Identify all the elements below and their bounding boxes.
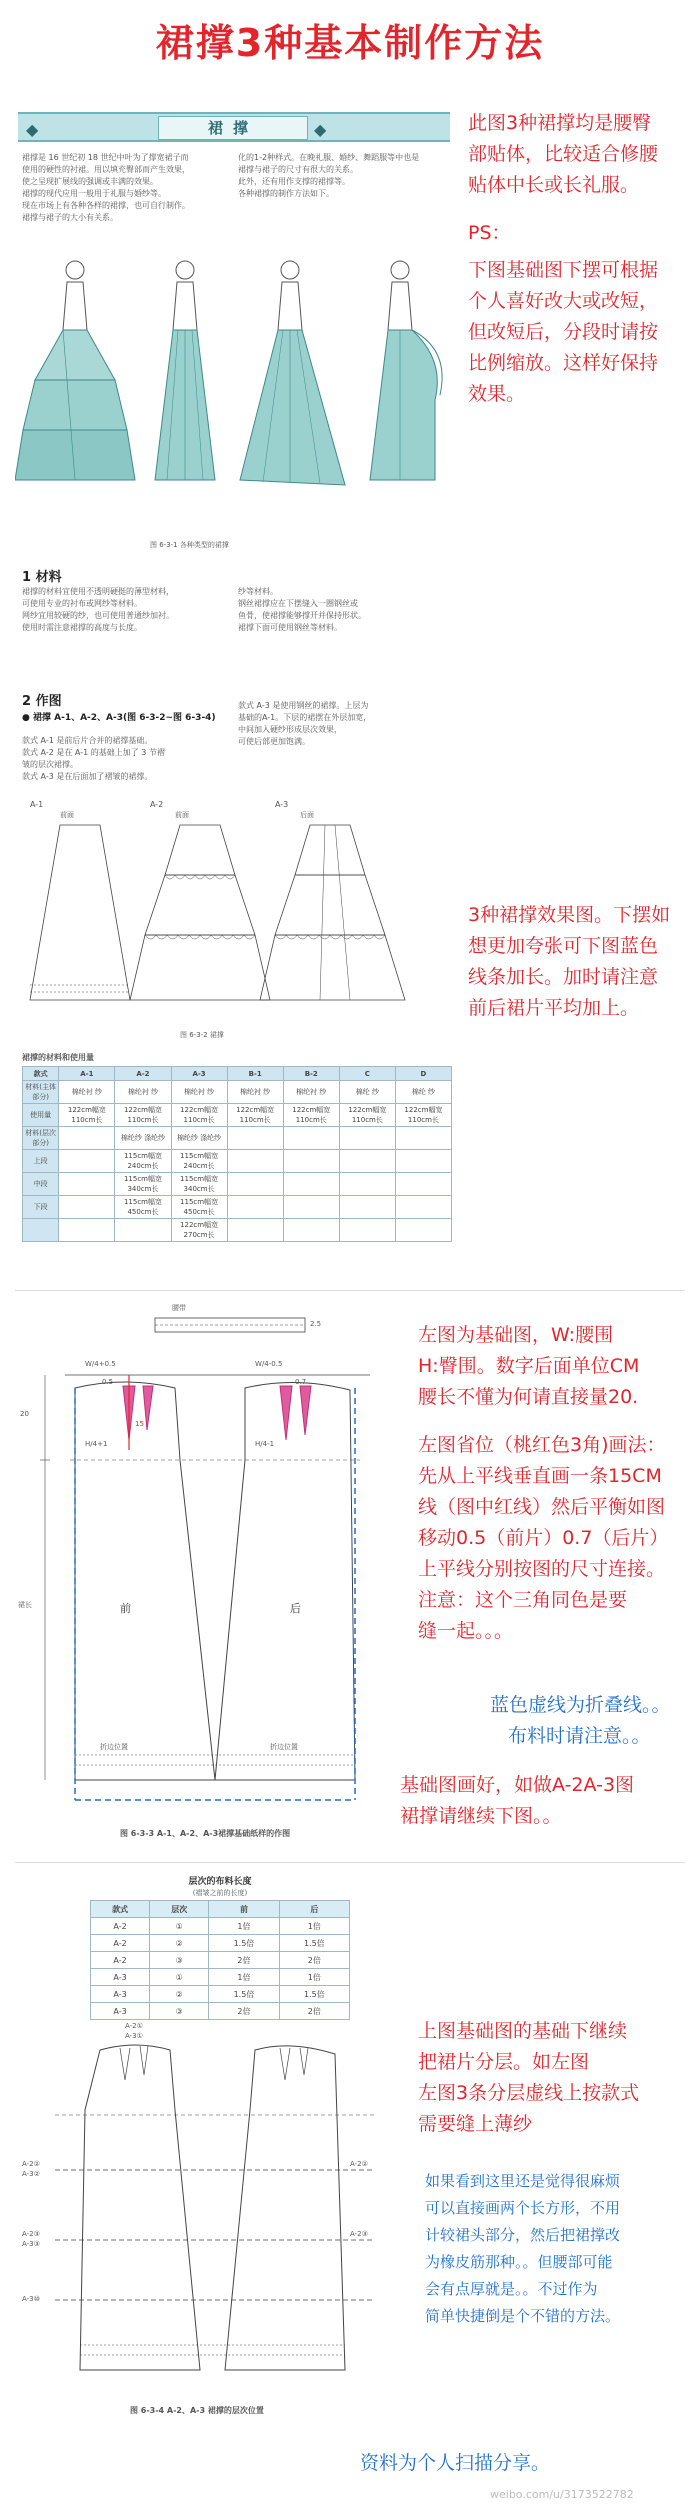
layer-label: A-3① [125, 2032, 143, 2040]
table-cell: 1倍 [279, 1969, 349, 1986]
text-line: 鱼骨，使裙撑能够撑开并保持形状。 [238, 611, 366, 620]
table-cell: 115cm幅宽 450cm长 [171, 1196, 227, 1219]
table-cell: A-2 [91, 1918, 150, 1935]
table-cell [59, 1196, 115, 1219]
table-cell: 2倍 [209, 1952, 279, 1969]
fig-label: A-3 [275, 800, 289, 809]
front-label: 前 [120, 1602, 131, 1615]
table-row [23, 1196, 452, 1219]
table-cell [283, 1150, 339, 1173]
fig-label: A-1 [30, 800, 44, 809]
note-line: 布料时请注意。。 [508, 1725, 651, 1747]
note-line: 但改短后，分段时请按 [468, 321, 659, 343]
layer-label: A-3② [22, 2170, 40, 2178]
table-cell [227, 1196, 283, 1219]
table-cell: A-3 [91, 1969, 150, 1986]
length-table-subtitle: (褶皱之前的长度) [192, 1889, 248, 1897]
book-header-label: 裙撑 [158, 116, 308, 140]
materials-text-left [22, 586, 227, 634]
table-cell: ① [150, 1969, 209, 1986]
diamond-icon: ◆ [314, 120, 327, 139]
table-header: B-1 [227, 1067, 283, 1081]
note-line: 前后裙片平均加上。 [468, 997, 640, 1019]
text-line: 使之呈现扩展线的强调或丰满的效果。 [22, 177, 158, 186]
table-cell: ① [150, 1918, 209, 1935]
table-cell: 1.5倍 [209, 1935, 279, 1952]
book-section-header [18, 112, 450, 142]
table-header-row [23, 1067, 452, 1081]
table-cell: 材料(主体部分) [23, 1081, 59, 1104]
table-cell: A-3 [91, 2003, 150, 2020]
layer-label: A-2① [125, 2022, 143, 2030]
footer-credit: 资料为个人扫描分享。 [360, 2452, 551, 2474]
materials-text-right [238, 586, 453, 634]
back-label: 后 [290, 1602, 301, 1615]
table-cell [395, 1196, 451, 1219]
note-effect-figures [468, 900, 693, 1024]
note-layering [418, 2016, 698, 2140]
text-line: 现在市场上有各种各样的裙撑，也可自行制作。 [22, 201, 190, 210]
table-header-row [91, 1901, 350, 1918]
note-line: 个人喜好改大或改短， [468, 290, 659, 312]
drafting-subtitle: ● 裙撑 A-1、A-2、A-3(图 6-3-2~图 6-3-4) [22, 713, 216, 723]
materials-table [22, 1066, 452, 1242]
table-cell: 122cm幅宽 270cm长 [171, 1219, 227, 1242]
text-line: 可使后部更加饱满。 [238, 737, 310, 746]
note-fold-line [490, 1690, 695, 1752]
note-ps-label: PS： [468, 222, 511, 244]
table-cell [339, 1127, 395, 1150]
table-row [91, 1986, 350, 2003]
note-line: 注意：这个三角同色是要 [418, 1589, 628, 1611]
figure-caption: 图 6-3-4 A-2、A-3 裙撑的层次位置 [130, 2406, 264, 2415]
table-cell [395, 1173, 451, 1196]
table-row [91, 1952, 350, 1969]
figure-caption: 图 6-3-2 裙撑 [180, 1031, 224, 1039]
formula-label: W/4+0.5 [85, 1360, 116, 1368]
dim-label: 0.5 [102, 1378, 114, 1386]
book-intro-left [22, 152, 227, 224]
table-cell: 棉纶衬 纱 [171, 1081, 227, 1104]
table-row [23, 1219, 452, 1242]
layer-label: A-3③ [22, 2240, 40, 2248]
text-line: 中间加入硬纱形成层次效果， [238, 725, 342, 734]
table-header: A-2 [115, 1067, 171, 1081]
table-cell: 1倍 [209, 1918, 279, 1935]
note-hem-adjustment [468, 255, 693, 410]
note-line: 左图省位（桃红色3角)画法： [418, 1434, 666, 1456]
table-cell [227, 1150, 283, 1173]
note-line: 线（图中红线）然后平衡如图 [418, 1496, 666, 1518]
layered-pattern-diagram [15, 2040, 410, 2400]
table-header: A-1 [59, 1067, 115, 1081]
table-row [91, 1918, 350, 1935]
table-cell: 棉纶 纱 [339, 1081, 395, 1104]
table-cell: 122cm幅宽 110cm长 [115, 1104, 171, 1127]
base-pattern-diagram [15, 1300, 405, 1840]
table-cell [59, 1127, 115, 1150]
watermark: weibo.com/u/3173522782 [490, 2488, 634, 2501]
table-cell [339, 1150, 395, 1173]
table-cell: 材料(层次部分) [23, 1127, 59, 1150]
note-line: 为橡皮筋那种。。但腰部可能 [425, 2253, 613, 2271]
text-line: 裙撑下面可使用钢丝等材料。 [238, 623, 342, 632]
note-line: 先从上平线垂直画一条15CM [418, 1465, 662, 1487]
table-cell [227, 1127, 283, 1150]
fold-label: 折边位置 [100, 1743, 128, 1751]
table-cell: A-3 [91, 1986, 150, 2003]
text-line: 皱的层次裙撑。 [22, 760, 78, 769]
note-line: 线条加长。加时请注意 [468, 966, 659, 988]
table-cell: 中段 [23, 1173, 59, 1196]
note-line: 如果看到这里还是觉得很麻烦 [425, 2172, 621, 2190]
table-cell: 115cm幅宽 340cm长 [115, 1173, 171, 1196]
note-line: 计较裙头部分，然后把裙撑改 [425, 2226, 621, 2244]
table-cell: A-2 [91, 1952, 150, 1969]
figure-caption: 图 6-3-3 A-1、A-2、A-3裙撑基础纸样的作图 [120, 1829, 291, 1838]
text-line: 使用的硬性的衬裙。用以填充臀部而产生效果， [22, 165, 190, 174]
note-line: 简单快捷倒是个不错的方法。 [425, 2307, 621, 2325]
divider [15, 1862, 685, 1863]
table-header: 层次 [150, 1901, 209, 1918]
table-header: B-2 [283, 1067, 339, 1081]
note-line: 需要缝上薄纱 [418, 2113, 533, 2135]
table-header: 后 [279, 1901, 349, 1918]
text-line: 使用时需注意裙撑的高度与长度。 [22, 623, 142, 632]
note-line: 贴体中长或长礼服。 [468, 174, 640, 196]
table-cell: 122cm幅宽 110cm长 [227, 1104, 283, 1127]
figure-tiered-crinoline [15, 261, 135, 480]
table-cell: 2倍 [279, 2003, 349, 2020]
table-cell [283, 1196, 339, 1219]
table-cell [339, 1173, 395, 1196]
table-cell: 棉纶纱 涤纶纱 [115, 1127, 171, 1150]
table-cell: 棉纶纱 涤纶纱 [171, 1127, 227, 1150]
figure-bustle-crinoline [370, 261, 442, 480]
table-cell: 1.5倍 [279, 1935, 349, 1952]
table-header: A-3 [171, 1067, 227, 1081]
text-line: 此外，还有用作支撑的裙撑等。 [238, 177, 350, 186]
table-cell: 使用量 [23, 1104, 59, 1127]
skirt-styles-diagram [20, 820, 450, 1020]
text-line: 各种裙撑的制作方法如下。 [238, 189, 334, 198]
formula-label: W/4-0.5 [255, 1360, 283, 1368]
table-cell [115, 1219, 171, 1242]
layer-label: A-3⑩ [22, 2295, 40, 2303]
layer-length-table [90, 1900, 350, 2020]
table-cell: 1.5倍 [279, 1986, 349, 2003]
text-line: 款式 A-3 是使用钢丝的裙撑。上层为 [238, 701, 369, 710]
note-line: 上平线分别按图的尺寸连接。 [418, 1558, 666, 1580]
table-header: D [395, 1067, 451, 1081]
table-cell: 122cm幅宽 110cm长 [395, 1104, 451, 1127]
table-cell: 122cm幅宽 110cm长 [339, 1104, 395, 1127]
note-line: 可以直接画两个长方形，不用 [425, 2199, 621, 2217]
section-drafting-title: 2 作图 [22, 694, 62, 709]
formula-label: H/4+1 [85, 1440, 108, 1448]
text-line: 基础的A-1。下层的裙摆在外层加宽， [238, 713, 372, 722]
divider [15, 1290, 685, 1291]
table-cell [395, 1219, 451, 1242]
note-base-pattern [418, 1320, 698, 1413]
page-title: 裙撑3种基本制作方法 [155, 21, 545, 65]
layer-label: A-2② [22, 2160, 40, 2168]
layer-label: A-2③ [22, 2230, 40, 2238]
note-line: 蓝色虚线为折叠线。。 [490, 1694, 671, 1716]
note-line: 效果。 [468, 383, 526, 405]
table-row [23, 1150, 452, 1173]
table-cell [283, 1219, 339, 1242]
note-line: 下图基础图下摆可根据 [468, 259, 659, 281]
note-line: 腰长不懂为何请直接量20. [418, 1386, 639, 1408]
table-cell: 棉纶衬 纱 [59, 1081, 115, 1104]
table-cell [23, 1219, 59, 1242]
layer-label: A-2③ [350, 2230, 368, 2238]
dim-label: 裙长 [18, 1601, 32, 1609]
waistband-label: 腰带 [172, 1304, 186, 1312]
view-label: 后面 [300, 811, 314, 819]
table-cell: 棉纶衬 纱 [115, 1081, 171, 1104]
table-cell: 棉纶 纱 [395, 1081, 451, 1104]
table-header: C [339, 1067, 395, 1081]
fold-label: 折边位置 [270, 1743, 298, 1751]
note-line: 裙撑请继续下图。。 [400, 1805, 562, 1827]
table-cell [339, 1219, 395, 1242]
table-cell: 棉纶衬 纱 [227, 1081, 283, 1104]
text-line: 可使用专业的衬布或网纱等材料。 [22, 599, 142, 608]
table-cell: 2倍 [209, 2003, 279, 2020]
dim-label: 15 [135, 1420, 144, 1428]
note-line: 缝一起。。。 [418, 1620, 514, 1642]
table-header: 前 [209, 1901, 279, 1918]
text-line: 款式 A-2 是在 A-1 的基础上加了 3 节褶 [22, 748, 165, 757]
note-line: 把裙片分层。如左图 [418, 2051, 590, 2073]
table-cell: 1倍 [209, 1969, 279, 1986]
table-row [91, 2003, 350, 2020]
table-cell: 1.5倍 [209, 1986, 279, 2003]
text-line: 裙撑与裙子的大小有关系。 [22, 213, 118, 222]
table-cell [59, 1173, 115, 1196]
note-line: 基础图画好，如做A-2A-3图 [400, 1774, 635, 1796]
table-cell: 棉纶衬 纱 [283, 1081, 339, 1104]
fig-label: A-2 [150, 800, 164, 809]
table-cell [395, 1150, 451, 1173]
note-dart-method [418, 1430, 698, 1647]
drafting-text-right [238, 700, 453, 748]
table-cell: 115cm幅宽 240cm长 [115, 1150, 171, 1173]
table-cell [283, 1127, 339, 1150]
table-cell: ② [150, 1935, 209, 1952]
table-cell: 115cm幅宽 450cm长 [115, 1196, 171, 1219]
text-line: 款式 A-3 是在后面加了褶皱的裙撑。 [22, 772, 153, 781]
note-line: 部贴体，比较适合修腰 [468, 143, 659, 165]
text-line: 款式 A-1 是前后片合并的裙撑基础。 [22, 736, 153, 745]
table-cell [395, 1127, 451, 1150]
table-cell: 上段 [23, 1150, 59, 1173]
note-line: 想更加夸张可下图蓝色 [468, 935, 659, 957]
table-cell: 122cm幅宽 110cm长 [283, 1104, 339, 1127]
note-line: 会有点厚就是。。不过作为 [425, 2280, 598, 2298]
text-line: 裙撑的现代应用一般用于礼服与婚纱等。 [22, 189, 166, 198]
table-row [23, 1173, 452, 1196]
dim-label: 20 [20, 1410, 29, 1418]
text-line: 裙撑是 16 世纪初 18 世纪中叶为了撑宽裙子而 [22, 153, 189, 162]
length-table-title: 层次的布料长度 [188, 1877, 252, 1887]
dim-label: 0.7 [295, 1378, 307, 1386]
table-cell [59, 1219, 115, 1242]
table-header: 款式 [91, 1901, 150, 1918]
text-line: 网纱宜用较硬的纱，也可使用普通纱加衬。 [22, 611, 174, 620]
table-cell: 2倍 [279, 1952, 349, 1969]
text-line: 化的1-2种样式。在晚礼服、婚纱、舞蹈服等中也是 [238, 153, 420, 162]
note-line: 左图为基础图，W:腰围 [418, 1324, 614, 1346]
table-cell [339, 1196, 395, 1219]
formula-label: H/4-1 [255, 1440, 275, 1448]
table-cell [59, 1150, 115, 1173]
table-cell: ③ [150, 1952, 209, 1969]
layer-label: A-2② [350, 2160, 368, 2168]
crinoline-illustrations [15, 230, 455, 530]
table-cell: A-2 [91, 1935, 150, 1952]
materials-table-title: 裙撑的材料和使用量 [22, 1053, 94, 1062]
note-fit-description [468, 108, 693, 201]
table-cell [283, 1173, 339, 1196]
table-cell: 1倍 [279, 1918, 349, 1935]
drafting-text-left [22, 735, 227, 783]
note-line: 移动0.5（前片）0.7（后片） [418, 1527, 669, 1549]
section-materials-title: 1 材料 [22, 570, 62, 585]
text-line: 钢丝裙撑应在下摆缝入一圈钢丝或 [238, 599, 358, 608]
note-shortcut [425, 2168, 695, 2330]
table-row [91, 1935, 350, 1952]
view-label: 前面 [60, 811, 74, 819]
figure-straight-crinoline [155, 261, 215, 480]
table-header: 款式 [23, 1067, 59, 1081]
table-cell: 122cm幅宽 110cm长 [171, 1104, 227, 1127]
note-line: H:臀围。数字后面单位CM [418, 1355, 640, 1377]
text-line: 裙撑的材料宜使用不透明硬挺的薄型材料， [22, 587, 174, 596]
table-row [23, 1104, 452, 1127]
figure-flared-crinoline [240, 261, 345, 485]
table-cell: ② [150, 1986, 209, 2003]
diamond-icon: ◆ [26, 120, 39, 139]
table-cell: ③ [150, 2003, 209, 2020]
text-line: 纱等材料。 [238, 587, 278, 596]
note-line: 此图3种裙撑均是腰臀 [468, 112, 652, 134]
table-cell: 115cm幅宽 240cm长 [171, 1150, 227, 1173]
table-cell [227, 1173, 283, 1196]
view-label: 前面 [175, 811, 189, 819]
figure-caption: 图 6-3-1 各种类型的裙撑 [150, 541, 229, 549]
table-cell: 下段 [23, 1196, 59, 1219]
book-intro-right [238, 152, 453, 200]
note-line: 上图基础图的基础下继续 [418, 2020, 628, 2042]
table-cell: 115cm幅宽 340cm长 [171, 1173, 227, 1196]
table-cell: 122cm幅宽 110cm长 [59, 1104, 115, 1127]
table-row [23, 1081, 452, 1104]
note-line: 比例缩放。这样好保持 [468, 352, 659, 374]
note-line: 左图3条分层虚线上按款式 [418, 2082, 640, 2104]
text-line: 裙撑与裙子的尺寸有很大的关系。 [238, 165, 358, 174]
table-row [23, 1127, 452, 1150]
note-line: 3种裙撑效果图。下摆如 [468, 904, 671, 926]
table-cell [227, 1219, 283, 1242]
table-row [91, 1969, 350, 1986]
dim-label: 2.5 [310, 1320, 322, 1328]
note-continue [400, 1770, 698, 1832]
